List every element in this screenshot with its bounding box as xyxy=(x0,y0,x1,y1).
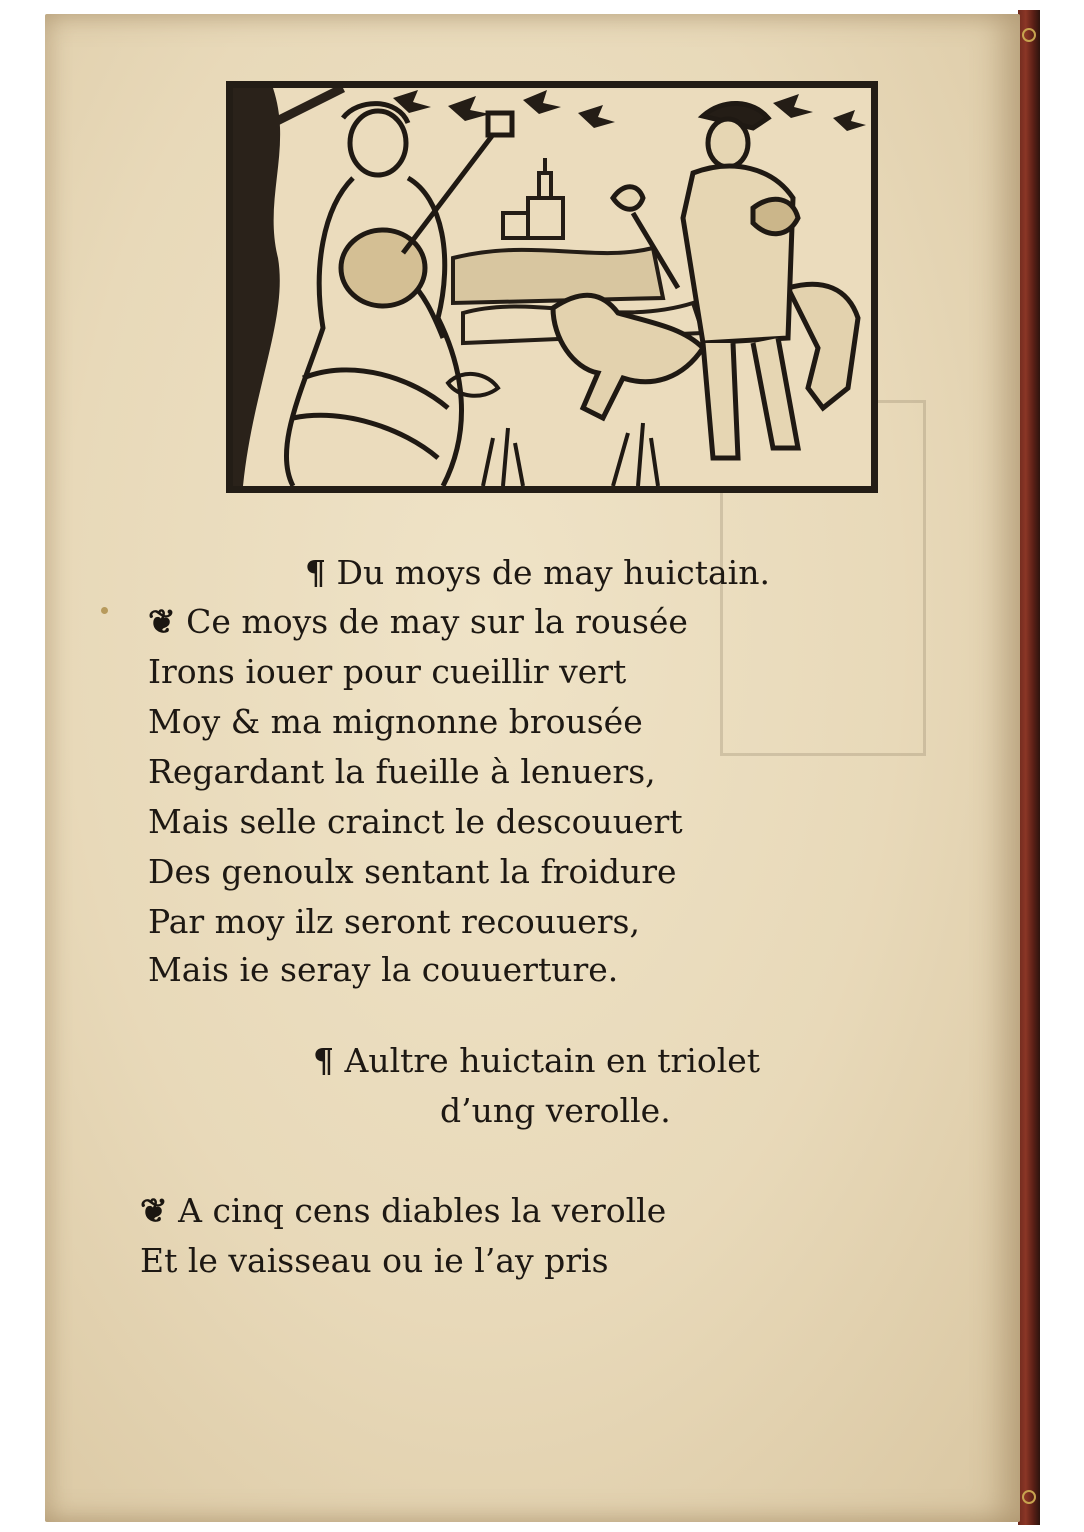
fleuron-ornament: ❦ xyxy=(140,1191,168,1230)
heading-du-moys-de-may xyxy=(305,548,770,598)
poem1-line-2: Irons iouer pour cueillir vert xyxy=(148,652,627,691)
poem1-line-7: Par moy ilz seront recouuers, xyxy=(148,902,640,941)
heading-text: Aultre huictain en triolet xyxy=(344,1041,761,1080)
poem2-line-2: Et le vaisseau ou ie l’ay pris xyxy=(140,1241,609,1280)
woodcut-scene xyxy=(233,88,871,486)
fleuron-ornament: ❦ xyxy=(148,602,176,641)
pilcrow-mark: ¶ xyxy=(305,553,326,592)
poem-line-text: A cinq cens diables la verolle xyxy=(178,1191,667,1230)
woodcut-illustration xyxy=(226,81,878,493)
poem-line-text: Ce moys de may sur la rousée xyxy=(186,602,688,641)
spine-ornament xyxy=(1022,1490,1036,1504)
heading-aultre-huictain-line-2: d’ung verolle. xyxy=(440,1091,671,1130)
heading-text: Du moys de may huictain. xyxy=(336,553,770,592)
poem2-line-1 xyxy=(140,1186,666,1236)
poem1-line-4: Regardant la fueille à lenuers, xyxy=(148,752,656,791)
heading-aultre-huictain xyxy=(313,1036,760,1086)
poem1-line-1 xyxy=(148,597,688,647)
ink-speck xyxy=(101,607,108,614)
poem1-line-8: Mais ie seray la couuerture. xyxy=(148,950,619,989)
pilcrow-mark: ¶ xyxy=(313,1041,334,1080)
spine-ornament xyxy=(1022,28,1036,42)
poem1-line-5: Mais selle crainct le descouuert xyxy=(148,802,683,841)
book-spine xyxy=(1018,10,1040,1525)
poem1-line-6: Des genoulx sentant la froidure xyxy=(148,852,677,891)
poem1-line-3: Moy & ma mignonne brousée xyxy=(148,702,643,741)
